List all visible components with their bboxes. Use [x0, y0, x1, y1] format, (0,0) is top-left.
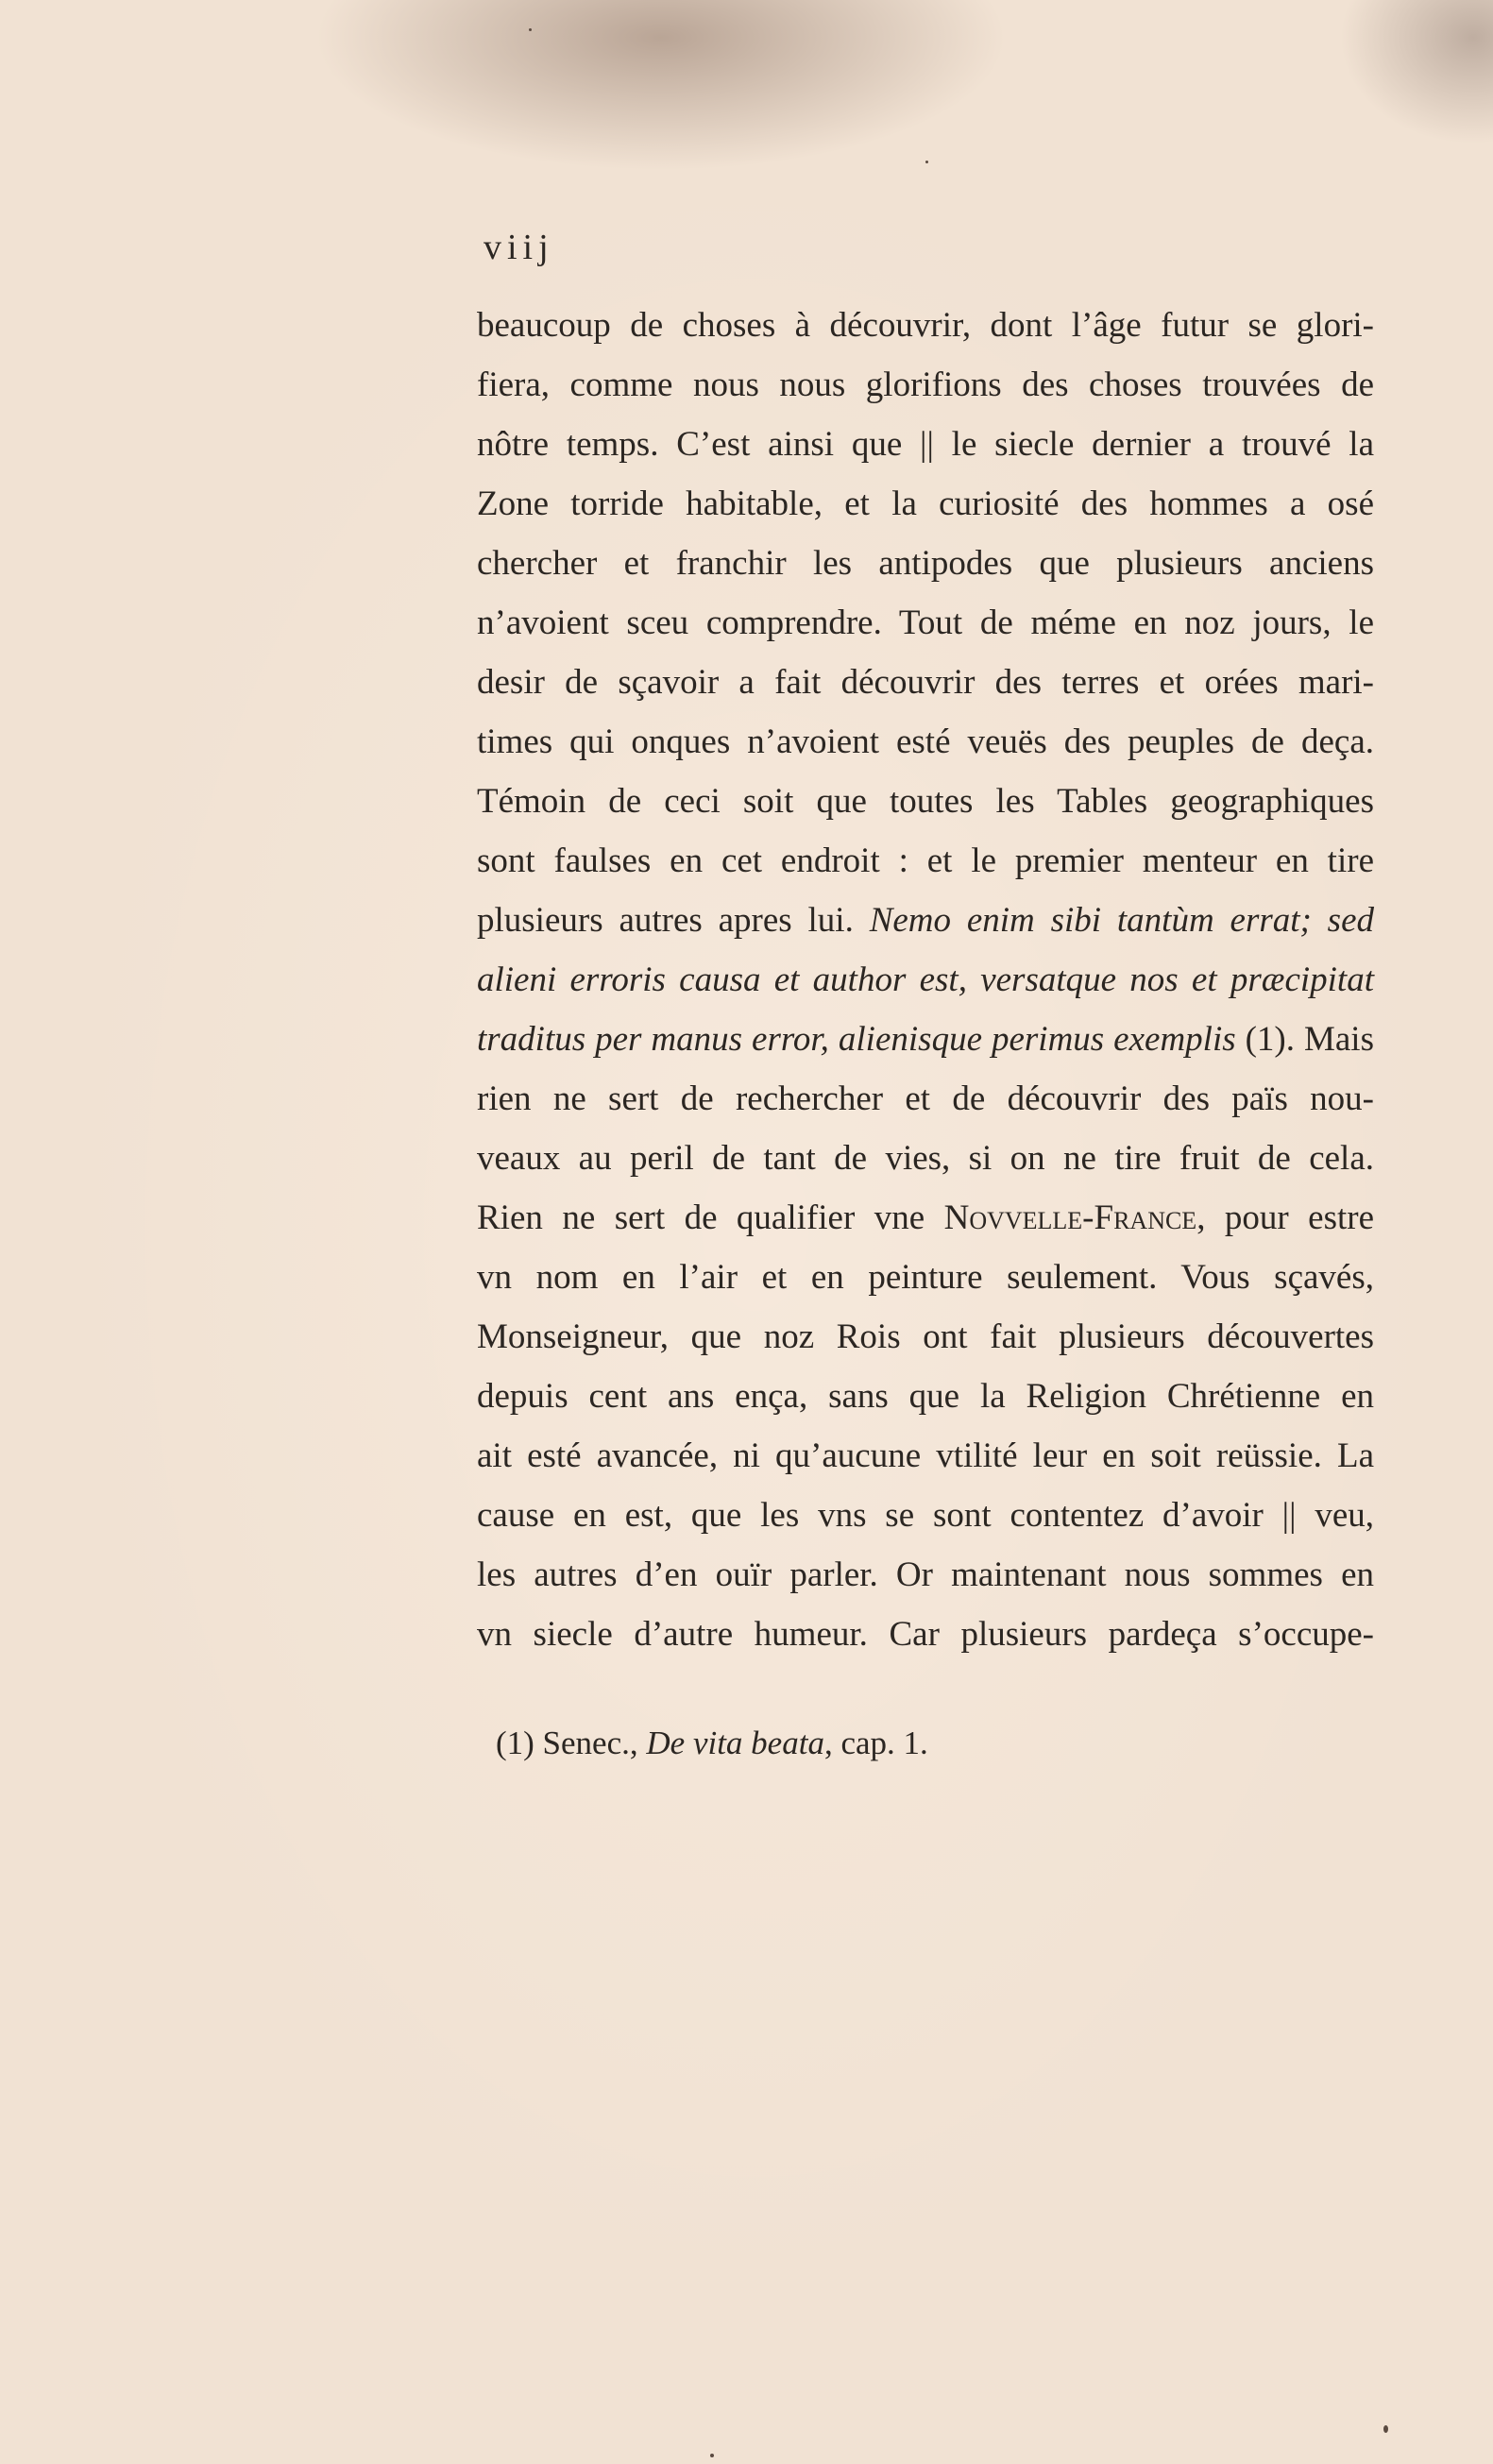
text-line — [477, 712, 1374, 772]
text-line — [477, 891, 1374, 950]
text-segment: (1). Mais — [1235, 1020, 1374, 1059]
footnote-rest: , cap. 1. — [823, 1725, 928, 1761]
text-segment: Témoin de ceci soit que toutes les Tables geographiques — [477, 782, 1374, 821]
text-segment: cause en est, que les vns se sont contentez d’avoir || veu, — [477, 1496, 1374, 1535]
text-segment: n’avoient sceu comprendre. Tout de méme en noz jours, le — [477, 603, 1374, 642]
text-line — [477, 415, 1374, 474]
body-text — [477, 296, 1374, 1664]
text-segment: beaucoup de choses à découvrir, dont l’âge futur se glori- — [477, 306, 1374, 345]
text-segment: times qui onques n’avoient esté veuës des peuples de deça. — [477, 722, 1374, 761]
text-segment: alieni erroris causa et author est, versatque nos et præcipitat — [477, 960, 1374, 999]
text-segment: ait esté avancée, ni qu’aucune vtilité leur en soit reüssie. La — [477, 1436, 1374, 1475]
text-line — [477, 296, 1374, 355]
text-line — [477, 653, 1374, 712]
text-line — [477, 1248, 1374, 1307]
text-line — [477, 1426, 1374, 1486]
text-line — [477, 1188, 1374, 1248]
text-line — [477, 1010, 1374, 1069]
text-segment: les autres d’en ouïr parler. Or maintenant nous sommes en — [477, 1555, 1374, 1594]
text-segment: nôtre temps. C’est ainsi que || le siecle dernier a trouvé la — [477, 425, 1374, 464]
text-line — [477, 1486, 1374, 1545]
text-segment: Nemo enim sibi tantùm errat; sed — [869, 901, 1375, 940]
text-segment: vn siecle d’autre humeur. Car plusieurs pardeça s’occupe- — [477, 1615, 1374, 1654]
text-line — [477, 1545, 1374, 1605]
text-segment: Monseigneur, que noz Rois ont fait plusieurs découvertes — [477, 1317, 1374, 1356]
text-segment: fiera, comme nous nous glorifions des choses trouvées de — [477, 365, 1374, 404]
paper-speck — [529, 28, 532, 31]
text-segment: Zone torride habitable, et la curiosité des hommes a osé — [477, 484, 1374, 523]
text-segment: depuis cent ans ença, sans que la Religion Chrétienne en — [477, 1377, 1374, 1416]
text-line — [477, 1069, 1374, 1129]
text-line — [477, 474, 1374, 534]
paper-speck — [710, 2454, 714, 2457]
text-line — [477, 772, 1374, 831]
footnote-title: De vita beata — [646, 1725, 824, 1761]
text-segment: rien ne sert de rechercher et de découvrir des païs nou- — [477, 1079, 1374, 1118]
text-line — [477, 831, 1374, 891]
text-segment: sont faulses en cet endroit : et le premier menteur en tire — [477, 841, 1374, 880]
text-segment: chercher et franchir les antipodes que plusieurs anciens — [477, 544, 1374, 583]
text-line — [477, 593, 1374, 653]
text-segment: Novvelle-France — [943, 1198, 1197, 1237]
footnote-marker: (1) Senec., — [496, 1725, 647, 1761]
text-segment: veaux au peril de tant de vies, si on ne tire fruit de cela. — [477, 1139, 1374, 1178]
text-line — [477, 534, 1374, 593]
text-segment: vn nom en l’air et en peinture seulement. Vous sçavés, — [477, 1258, 1374, 1297]
text-segment: , pour estre — [1196, 1198, 1374, 1237]
paper-speck — [925, 161, 928, 163]
text-line — [477, 1307, 1374, 1367]
text-line — [477, 950, 1374, 1010]
footnote — [496, 1725, 928, 1762]
text-line — [477, 1367, 1374, 1426]
text-line — [477, 1129, 1374, 1188]
text-segment: Rien ne sert de qualifier vne — [477, 1198, 944, 1237]
text-line — [477, 1605, 1374, 1664]
text-segment: plusieurs autres apres lui. — [477, 901, 870, 940]
paper-speck — [1383, 2425, 1388, 2433]
text-segment: traditus per manus error, alienisque perimus exemplis — [477, 1020, 1236, 1059]
text-line — [477, 355, 1374, 415]
page-number: viij — [484, 228, 554, 267]
text-segment: desir de sçavoir a fait découvrir des terres et orées mari- — [477, 663, 1374, 702]
